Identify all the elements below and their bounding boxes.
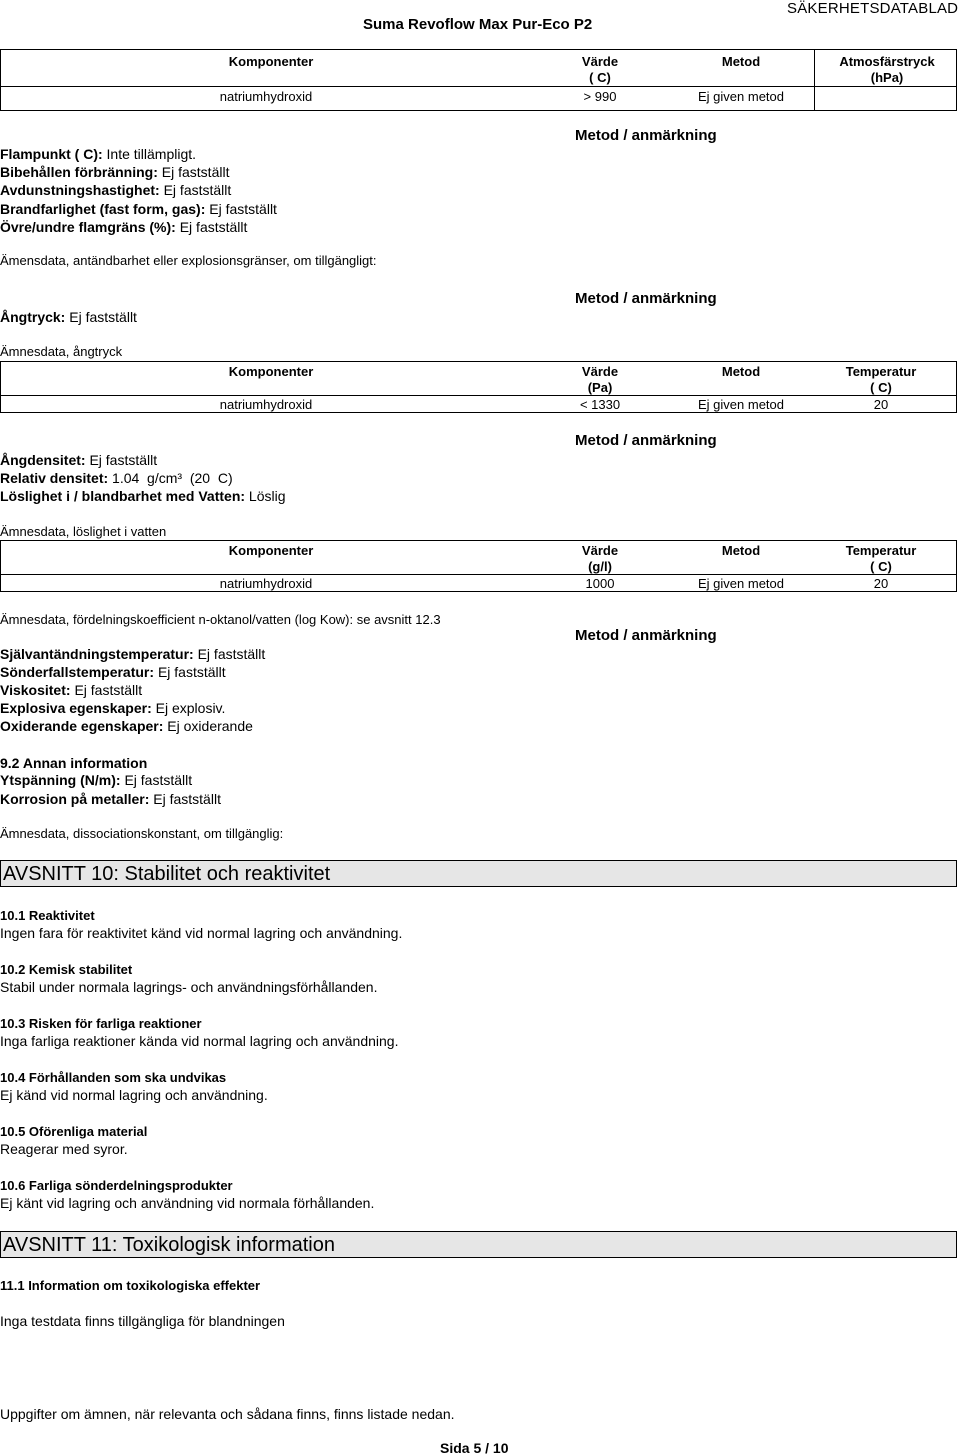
substance-note: Ämnesdata, löslighet i vatten [0, 524, 167, 539]
col-header-method: Metod [721, 543, 761, 558]
col-header-components: Komponenter [228, 543, 314, 558]
decomposition-products-text: Ej känt vid lagring och användning vid normala förhållanden. [0, 1195, 375, 1211]
cell-temperature: 20 [873, 576, 889, 591]
other-info-heading: 9.2 Annan information [0, 755, 148, 771]
corrosion-line: Korrosion på metaller: Ej fastställt [0, 791, 221, 807]
col-header-components: Komponenter [228, 364, 314, 379]
cell-temperature: 20 [873, 397, 889, 412]
col-header-value: Värde ( C) [581, 54, 619, 85]
vapor-density-line: Ångdensitet: Ej fastställt [0, 452, 158, 468]
method-remark-label: Metod / anmärkning [575, 432, 717, 449]
surface-tension-line: Ytspänning (N/m): Ej fastställt [0, 772, 193, 788]
decomposition-products-heading: 10.6 Farliga sönderdelningsprodukter [0, 1178, 233, 1193]
document-type: SÄKERHETSDATABLAD [787, 0, 959, 17]
oxidizing-line: Oxiderande egenskaper: Ej oxiderande [0, 718, 253, 734]
reactivity-heading: 10.1 Reaktivitet [0, 908, 95, 923]
flammability-line: Brandfarlighet (fast form, gas): Ej fastställt [0, 201, 277, 217]
col-header-atm-pressure: Atmosfärstryck (hPa) [839, 54, 935, 85]
product-name: Suma Revoflow Max Pur-Eco P2 [363, 16, 593, 33]
sustained-combustion-line: Bibehållen förbränning: Ej fastställt [0, 164, 230, 180]
substance-note: Ämnesdata, fördelningskoefficient n-oktanol/vatten (log Kow): se avsnitt 12.3 [0, 612, 441, 627]
chemical-stability-text: Stabil under normala lagrings- och användningsförhållanden. [0, 979, 378, 995]
cell-method: Ej given metod [698, 89, 784, 104]
method-remark-label: Metod / anmärkning [575, 127, 717, 144]
evaporation-rate-line: Avdunstningshastighet: Ej fastställt [0, 182, 232, 198]
method-remark-label: Metod / anmärkning [575, 627, 717, 644]
substance-info-text: Uppgifter om ämnen, när relevanta och sådana finns, finns listade nedan. [0, 1406, 455, 1422]
solubility-table [0, 540, 957, 592]
viscosity-line: Viskositet: Ej fastställt [0, 682, 143, 698]
substance-note: Ämensdata, antändbarhet eller explosionsgränser, om tillgängligt: [0, 253, 377, 268]
toxicological-effects-heading: 11.1 Information om toxikologiska effekter [0, 1278, 261, 1293]
flash-point-line: Flampunkt ( C): Inte tillämpligt. [0, 146, 197, 162]
flammability-limits-line: Övre/undre flamgräns (%): Ej fastställt [0, 219, 248, 235]
col-header-method: Metod [721, 54, 761, 69]
section-11-title: AVSNITT 11: Toxikologisk information [3, 1234, 335, 1256]
cell-component: natriumhydroxid [219, 576, 313, 591]
cell-value: > 990 [583, 89, 617, 104]
autoignition-line: Självantändningstemperatur: Ej fastställt [0, 646, 266, 662]
cell-value: < 1330 [579, 397, 621, 412]
cell-component: natriumhydroxid [219, 89, 313, 104]
cell-method: Ej given metod [698, 576, 784, 591]
section-11-header [0, 1231, 957, 1258]
cell-method: Ej given metod [698, 397, 784, 412]
cell-value: 1000 [585, 576, 615, 591]
substance-note: Ämnesdata, ångtryck [0, 344, 123, 359]
section-10-title: AVSNITT 10: Stabilitet och reaktivitet [3, 863, 331, 885]
relative-density-line: Relativ densitet: 1.04 g/cm³ (20 C) [0, 470, 233, 486]
cell-component: natriumhydroxid [219, 397, 313, 412]
vapor-pressure-table [0, 361, 957, 413]
flash-point-table [0, 49, 957, 111]
reactivity-text: Ingen fara för reaktivitet känd vid normal lagring och användning. [0, 925, 403, 941]
vapor-pressure-line: Ångtryck: Ej fastställt [0, 309, 137, 325]
section-10-header [0, 860, 957, 887]
no-test-data-text: Inga testdata finns tillgängliga för blandningen [0, 1313, 285, 1329]
solubility-line: Löslighet i / blandbarhet med Vatten: Löslig [0, 488, 286, 504]
table-row [1, 87, 956, 109]
hazardous-reactions-heading: 10.3 Risken för farliga reaktioner [0, 1016, 202, 1031]
page-number: Sida 5 / 10 [440, 1440, 509, 1456]
col-header-value: Värde (Pa) [581, 364, 619, 395]
incompatible-materials-text: Reagerar med syror. [0, 1141, 128, 1157]
explosive-line: Explosiva egenskaper: Ej explosiv. [0, 700, 226, 716]
incompatible-materials-heading: 10.5 Oförenliga material [0, 1124, 148, 1139]
conditions-avoid-text: Ej känd vid normal lagring och användning. [0, 1087, 268, 1103]
substance-note: Ämnesdata, dissociationskonstant, om tillgänglig: [0, 826, 284, 841]
col-header-temperature: Temperatur ( C) [845, 543, 917, 574]
col-header-value: Värde (g/l) [581, 543, 619, 574]
conditions-avoid-heading: 10.4 Förhållanden som ska undvikas [0, 1070, 227, 1085]
col-header-method: Metod [721, 364, 761, 379]
method-remark-label: Metod / anmärkning [575, 290, 717, 307]
hazardous-reactions-text: Inga farliga reaktioner kända vid normal lagring och användning. [0, 1033, 399, 1049]
decomposition-line: Sönderfallstemperatur: Ej fastställt [0, 664, 226, 680]
chemical-stability-heading: 10.2 Kemisk stabilitet [0, 962, 133, 977]
col-header-components: Komponenter [228, 54, 314, 69]
col-header-temperature: Temperatur ( C) [845, 364, 917, 395]
